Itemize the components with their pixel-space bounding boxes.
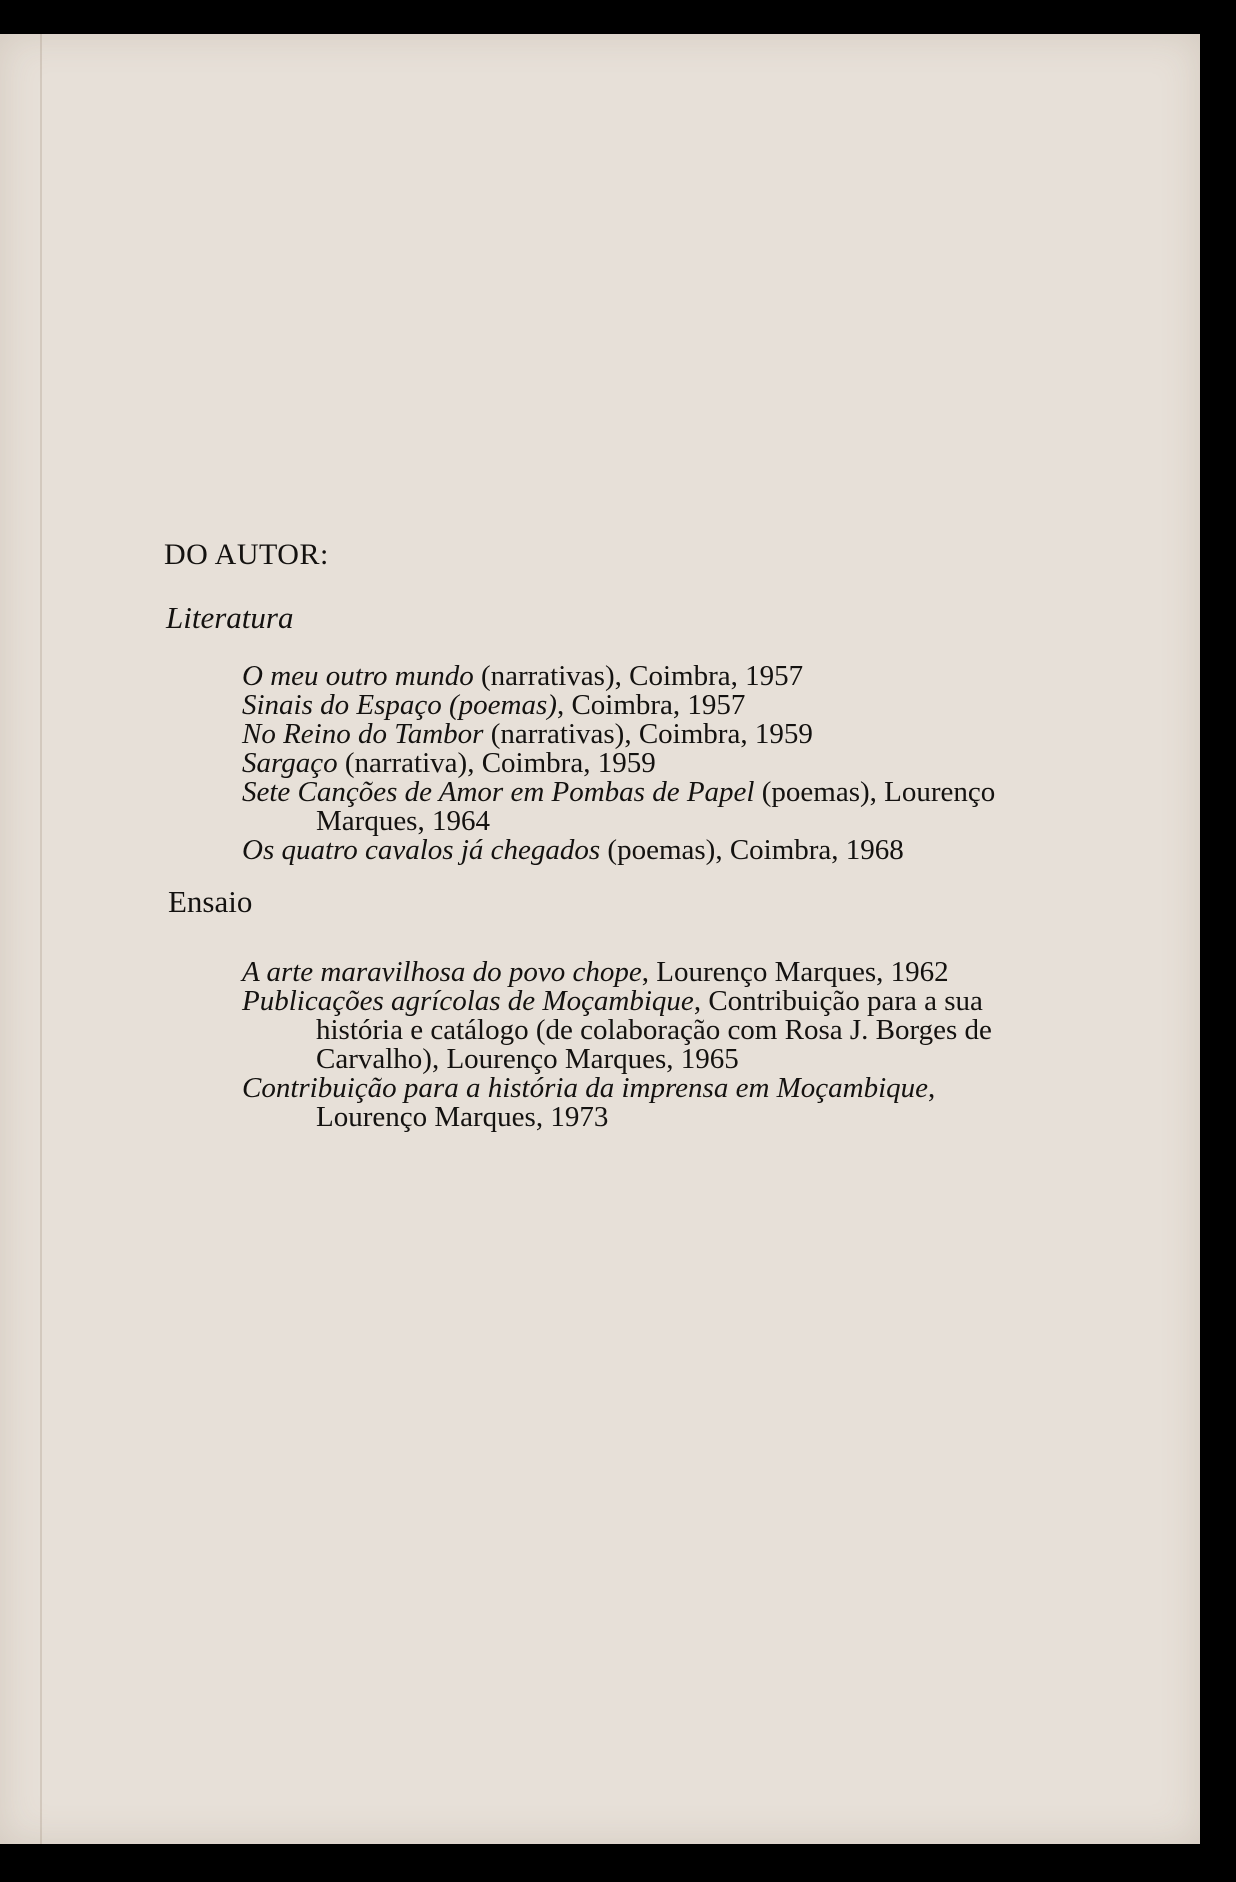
work-title: Contribuição para a história da imprensa em Moçambique bbox=[242, 1072, 929, 1104]
work-details: (narrativas), Coimbra, 1959 bbox=[483, 718, 813, 750]
page bbox=[0, 34, 1200, 1844]
work-title: A arte maravilhosa do povo chope bbox=[242, 956, 642, 988]
work-title: O meu outro mundo bbox=[242, 660, 474, 692]
list-item bbox=[242, 720, 1042, 749]
work-details: , Coimbra, 1957 bbox=[556, 689, 746, 721]
list-item bbox=[242, 987, 1042, 1074]
literatura-list bbox=[242, 662, 1042, 865]
work-details: (poemas), Coimbra, 1968 bbox=[600, 834, 904, 866]
work-title: Sargaço bbox=[242, 747, 338, 779]
heading: DO AUTOR: bbox=[164, 538, 329, 571]
list-item bbox=[242, 836, 1042, 865]
list-item bbox=[242, 691, 1042, 720]
work-details: (poemas), Lourenço Marques, 1964 bbox=[316, 776, 996, 837]
list-item bbox=[242, 662, 1042, 691]
section-title-ensaio: Ensaio bbox=[168, 884, 253, 919]
work-title: Os quatro cavalos já chegados bbox=[242, 834, 601, 866]
work-title: Publicações agrícolas de Moçambique bbox=[242, 985, 694, 1017]
work-title: Sinais do Espaço (poemas) bbox=[242, 689, 557, 721]
list-item bbox=[242, 778, 1042, 836]
list-item bbox=[242, 1074, 1042, 1132]
work-details: , Lourenço Marques, 1962 bbox=[641, 956, 949, 988]
work-details: , Lourenço Marques, 1973 bbox=[316, 1072, 936, 1133]
page-content bbox=[0, 34, 1200, 1844]
list-item bbox=[242, 958, 1042, 987]
ensaio-list bbox=[242, 958, 1042, 1132]
work-title: Sete Canções de Amor em Pombas de Papel bbox=[242, 776, 755, 808]
section-title-literatura: Literatura bbox=[166, 600, 294, 635]
work-details: (narrativas), Coimbra, 1957 bbox=[473, 660, 804, 692]
list-item bbox=[242, 749, 1042, 778]
work-details: , Contribuição para a sua história e catálogo (de colaboração com Rosa J. Borges de Carvalho), Lourenço Marques, 1965 bbox=[316, 985, 992, 1075]
work-details: (narrativa), Coimbra, 1959 bbox=[337, 747, 656, 779]
work-title: No Reino do Tambor bbox=[242, 718, 484, 750]
